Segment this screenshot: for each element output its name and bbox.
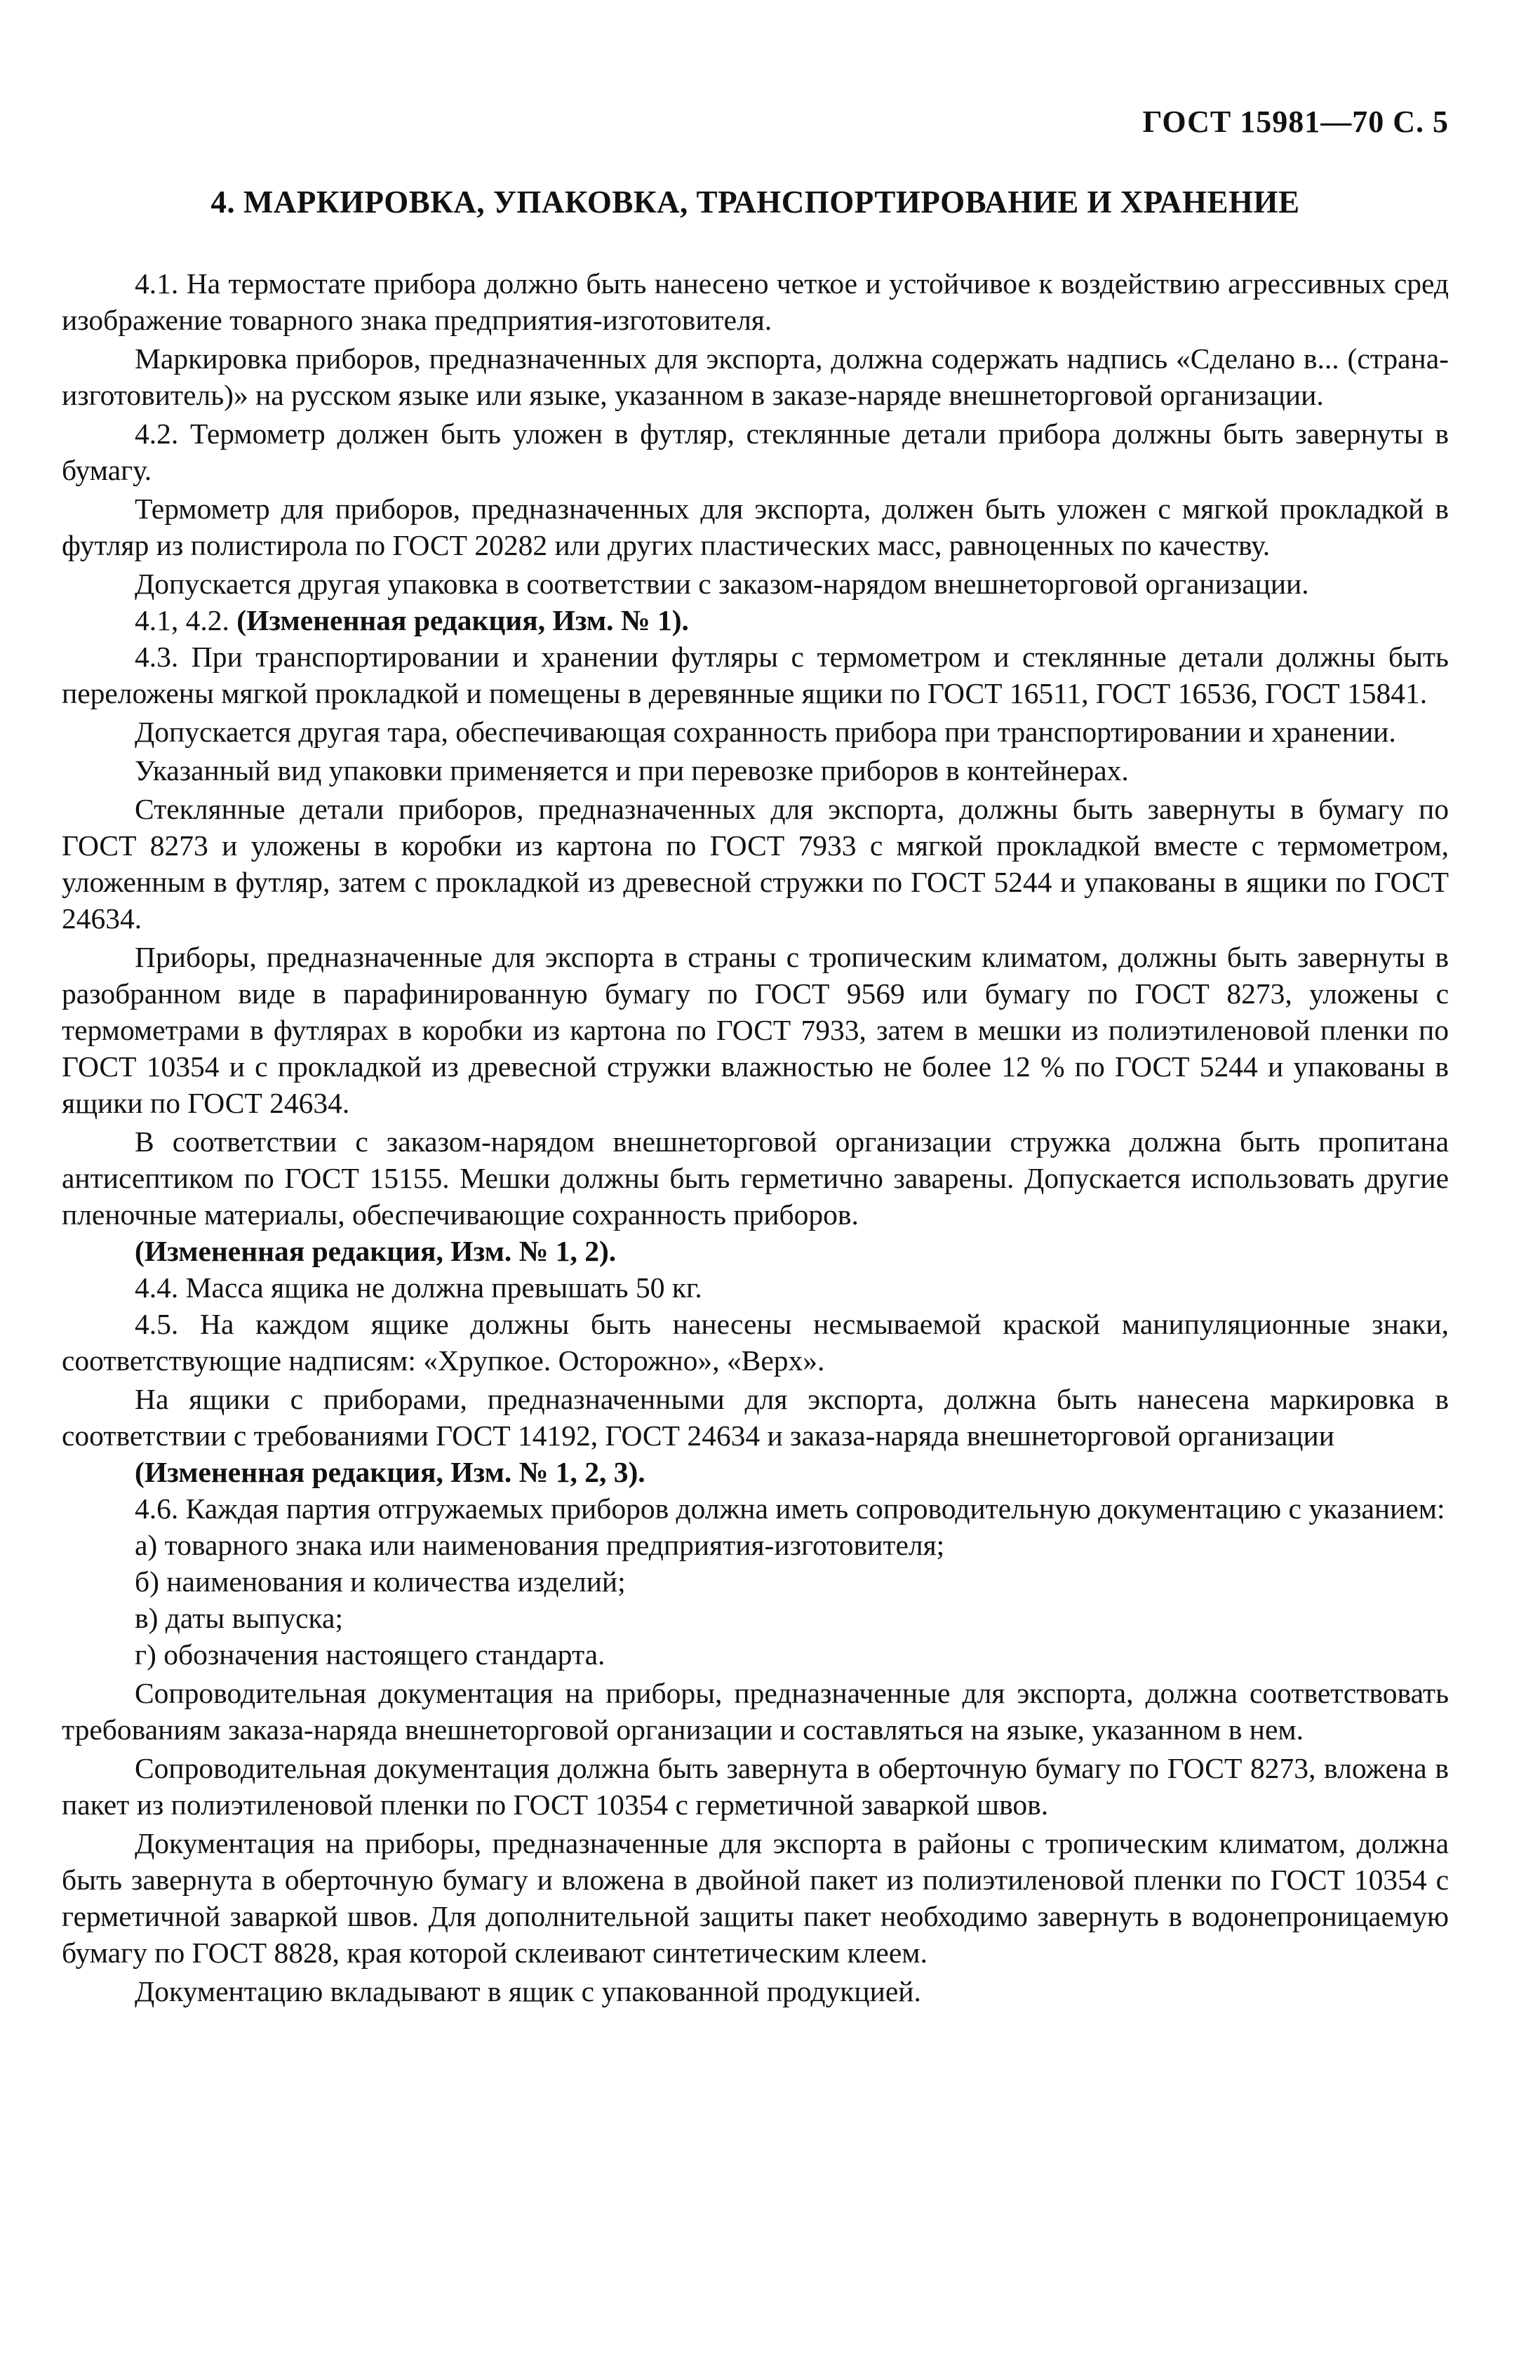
list-item-b: б) наименования и количества изделий; <box>135 1565 626 1598</box>
paragraph-marking-export: Маркировка приборов, предназначенных для экспорта, должна содержать надпись «Сделано в... (страна-изготовитель)» на русском языке или языке, указанном в заказе-наряде внешнеторговой организации. <box>62 342 1449 411</box>
paragraph-4-3: 4.3. При транспортировании и хранении футляры с термометром и стеклянные детали должны быть переложены мягкой прокладкой и помещены в деревянные ящики по ГОСТ 16511, ГОСТ 16536, ГОСТ 15841. <box>62 641 1449 709</box>
paragraph-doc-wrap: Сопроводительная документация должна быть завернута в оберточную бумагу по ГОСТ 8273, вложена в пакет из полиэтиленовой пленки по ГОСТ 10354 с герметичной заваркой швов. <box>62 1752 1449 1821</box>
revision-note-1-2: (Измененная редакция, Изм. № 1, 2). <box>135 1235 617 1267</box>
page-header: ГОСТ 15981—70 С. 5 <box>1142 105 1449 139</box>
revision-note-1 <box>62 602 1449 639</box>
section-body <box>62 265 1449 2010</box>
paragraph-4-1: 4.1. На термостате прибора должно быть нанесено четкое и устойчивое к воздействию агрессивных сред изображение товарного знака предприятия-изготовителя. <box>62 267 1449 336</box>
paragraph-glass-export: Стеклянные детали приборов, предназначенных для экспорта, должны быть завернуты в бумагу по ГОСТ 8273 и уложены в коробки из картона по ГОСТ 7933 с мягкой прокладкой вместе с термометром, уложенным в футляр, затем с прокладкой из древесной стружки по ГОСТ 5244 и упакованы в ящики по ГОСТ 24634. <box>62 793 1449 935</box>
paragraph-other-tare: Допускается другая тара, обеспечивающая сохранность прибора при транспортировании и хранении. <box>135 716 1396 748</box>
revision-note-1-text: (Измененная редакция, Изм. № 1). <box>236 604 689 636</box>
revision-note-1-prefix: 4.1, 4.2. <box>135 604 237 636</box>
section-title: 4. МАРКИРОВКА, УПАКОВКА, ТРАНСПОРТИРОВАНИЕ И ХРАНЕНИЕ <box>210 185 1300 220</box>
paragraph-4-4: 4.4. Масса ящика не должна превышать 50 кг. <box>135 1271 702 1304</box>
paragraph-doc-box: Документацию вкладывают в ящик с упакованной продукцией. <box>135 1975 921 2007</box>
paragraph-4-5: 4.5. На каждом ящике должны быть нанесены несмываемой краской манипуляционные знаки, соответствующие надписям: «Хрупкое. Осторожно», «Верх». <box>62 1308 1449 1377</box>
paragraph-thermometer-export: Термометр для приборов, предназначенных для экспорта, должен быть уложен с мягкой прокладкой в футляр из полистирола по ГОСТ 20282 или других пластических масс, равноценных по качеству. <box>62 493 1449 561</box>
paragraph-other-packing: Допускается другая упаковка в соответствии с заказом-нарядом внешнеторговой организации. <box>135 568 1309 600</box>
paragraph-antiseptic: В соответствии с заказом-нарядом внешнеторговой организации стружка должна быть пропитана антисептиком по ГОСТ 15155. Мешки должны быть герметично заварены. Допускается использовать другие пленочные материалы, обеспечивающие сохранность приборов. <box>62 1125 1449 1231</box>
paragraph-box-marking: На ящики с приборами, предназначенными для экспорта, должна быть нанесена маркировка в соответствии с требованиями ГОСТ 14192, ГОСТ 24634 и заказа-наряда внешнеторговой организации <box>62 1383 1449 1452</box>
paragraph-doc-export: Сопроводительная документация на приборы, предназначенные для экспорта, должна соответствовать требованиям заказа-наряда внешнеторговой организации и составляться на языке, указанном в нем. <box>62 1677 1449 1746</box>
revision-note-1-2-3: (Измененная редакция, Изм. № 1, 2, 3). <box>135 1456 645 1488</box>
paragraph-4-6: 4.6. Каждая партия отгружаемых приборов должна иметь сопроводительную документацию с указанием: <box>135 1492 1445 1525</box>
list-item-v: в) даты выпуска; <box>135 1602 343 1634</box>
paragraph-4-2: 4.2. Термометр должен быть уложен в футляр, стеклянные детали прибора должны быть завернуты в бумагу. <box>62 417 1449 486</box>
list-item-g: г) обозначения настоящего стандарта. <box>135 1638 605 1671</box>
paragraph-containers: Указанный вид упаковки применяется и при перевозке приборов в контейнерах. <box>135 754 1129 787</box>
paragraph-doc-tropical: Документация на приборы, предназначенные для экспорта в районы с тропическим климатом, должна быть завернута в оберточную бумагу и вложена в двойной пакет из полиэтиленовой пленки по ГОСТ 10354 с герметичной заваркой швов. Для дополнительной защиты пакет необходимо завернуть в водонепроницаемую бумагу по ГОСТ 8828, края которой склеивают синтетическим клеем. <box>62 1827 1449 1969</box>
paragraph-tropical: Приборы, предназначенные для экспорта в страны с тропическим климатом, должны быть завернуты в разобранном виде в парафинированную бумагу по ГОСТ 9569 или бумагу по ГОСТ 8273, уложены с термометрами в футлярах в коробки из картона по ГОСТ 7933, затем в мешки из полиэтиленовой пленки по ГОСТ 10354 и с прокладкой из древесной стружки влажностью не более 12 % по ГОСТ 5244 и упакованы в ящики по ГОСТ 24634. <box>62 941 1449 1119</box>
list-item-a: а) товарного знака или наименования предприятия-изготовителя; <box>135 1529 945 1561</box>
